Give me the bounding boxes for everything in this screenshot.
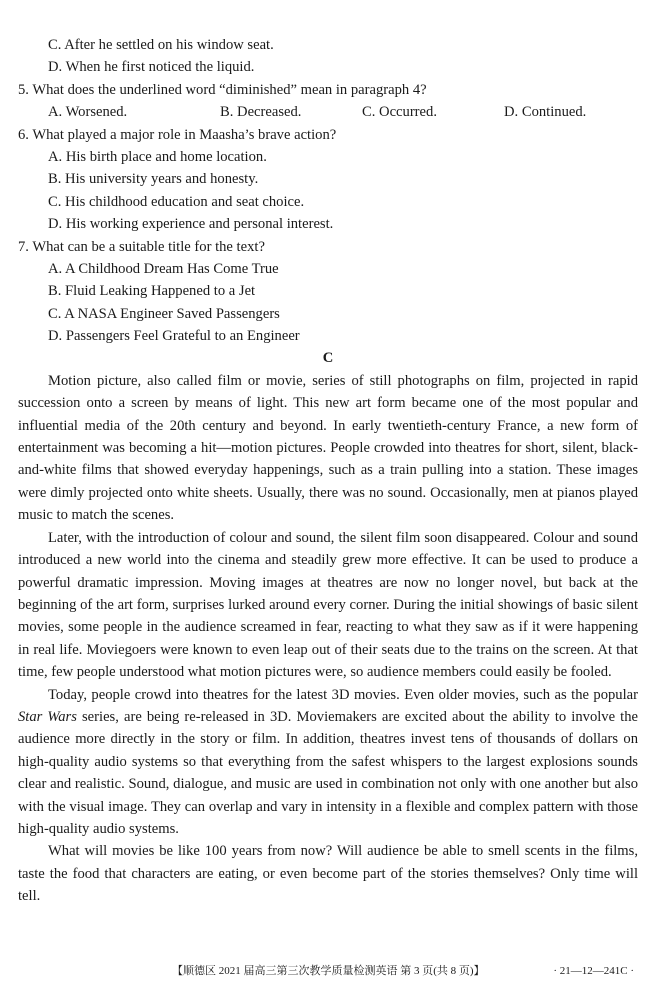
passage-paragraph-4: What will movies be like 100 years from now? Will audience be able to smell scents in the films, taste the food that characters are eating, or even become part of the stories themselves? Only time will tell.	[18, 843, 638, 905]
q6-option-a: A. His birth place and home location.	[48, 148, 267, 165]
section-c-heading: C	[322, 350, 334, 367]
q7-option-a: A. A Childhood Dream Has Come True	[48, 260, 279, 277]
q6-option-d: D. His working experience and personal interest.	[48, 216, 334, 233]
footer-paper-code: · 21—12—241C ·	[553, 965, 634, 977]
paragraph-3-after: series, are being re-released in 3D. Moviemakers are excited about the ability to involve the audience more directly in the story or film. In addition, theatres invest tens of thousands of dollars on high-quality audio systems so that everything from the safest whispers to the largest explosions sounds clear and realistic. Sound, dialogue, and music are used in combination not only with one another but also with the visual image. They can overlap and vary in intensity in a flexible and complex pattern with those high-quality audio systems.	[18, 708, 638, 837]
q7-option-c: C. A NASA Engineer Saved Passengers	[48, 305, 280, 322]
q5-stem: 5. What does the underlined word “diminished” mean in paragraph 4?	[18, 81, 427, 98]
q6-option-b: B. His university years and honesty.	[48, 171, 259, 188]
page-footer	[0, 963, 652, 979]
passage-paragraph-3	[18, 684, 638, 841]
q5-option-d: D. Continued.	[504, 104, 587, 121]
passage-paragraph-1: Motion picture, also called film or movie, series of still photographs on film, projected in rapid succession onto a screen by means of light. This new art form became one of the most popular and influential media of the 20th century and beyond. In early twentieth-century France, a new form of entertainment was becoming a hit—motion pictures. People crowded into theatres for short, silent, black-and-white films that showed everyday happenings, such as a train pulling into a station. These images were dimly projected onto white sheets. Usually, there was no sound. Occasionally, men at pianos played music to match the scenes.	[18, 372, 638, 524]
q5-option-a: A. Worsened.	[48, 104, 128, 121]
passage-paragraph-2: Later, with the introduction of colour and sound, the silent film soon disappeared. Colour and sound introduced a new world into the cinema and steadily grew more effective. It can be used to produce a powerful dramatic impression. Moving images at theatres are now no longer novel, but back at the beginning of the art form, surprises lurked around every corner. During the initial showings of basic silent movies, some people in the audience screamed in fear, reacting to what they saw as if it were happening in real life. Moviegoers were known to even leap out of their seats due to the trains on the screen. At that time, few people understood what motion pictures were, so audience members could easily be fooled.	[18, 529, 638, 681]
star-wars-title: Star Wars	[18, 708, 77, 725]
q7-option-d: D. Passengers Feel Grateful to an Engineer	[48, 328, 300, 345]
footer-exam-info: 【顺德区 2021 届高三第三次教学质量检测英语 第 3 页(共 8 页)】	[172, 965, 485, 977]
q6-option-c: C. His childhood education and seat choice.	[48, 193, 305, 210]
q7-stem: 7. What can be a suitable title for the text?	[18, 238, 265, 255]
q4-option-c: C. After he settled on his window seat.	[48, 37, 274, 53]
q5-options	[18, 101, 638, 123]
q4-option-d: D. When he first noticed the liquid.	[48, 59, 255, 76]
paragraph-3-before: Today, people crowd into theatres for the latest 3D movies. Even older movies, such as the popular	[48, 686, 638, 703]
q6-stem: 6. What played a major role in Maasha’s brave action?	[18, 126, 337, 143]
q5-option-c: C. Occurred.	[362, 104, 437, 121]
q5-option-b: B. Decreased.	[220, 104, 302, 121]
exam-page	[18, 34, 638, 908]
q7-option-b: B. Fluid Leaking Happened to a Jet	[48, 283, 256, 300]
